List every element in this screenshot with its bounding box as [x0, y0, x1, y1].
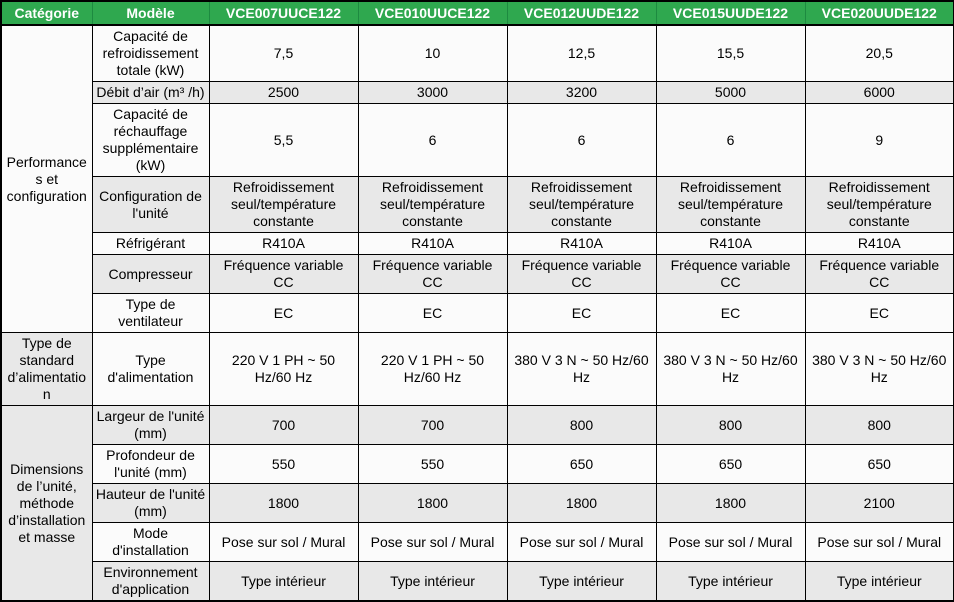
category-column-header: Catégorie — [1, 1, 92, 25]
value-cell: 20,5 — [805, 25, 954, 82]
row-label-cell: Mode d'installation — [92, 523, 209, 562]
value-cell: EC — [656, 294, 805, 333]
value-cell: 650 — [805, 445, 954, 484]
model-header-3: VCE015UUDE122 — [656, 1, 805, 25]
value-cell: Fréquence variable CC — [209, 255, 358, 294]
spec-row — [1, 484, 954, 523]
value-cell: 380 V 3 N ~ 50 Hz/60 Hz — [656, 333, 805, 406]
value-cell: Fréquence variable CC — [805, 255, 954, 294]
value-cell: Pose sur sol / Mural — [805, 523, 954, 562]
value-cell: Type intérieur — [656, 562, 805, 602]
value-cell: Pose sur sol / Mural — [358, 523, 507, 562]
value-cell: Type intérieur — [358, 562, 507, 602]
value-cell: 1800 — [209, 484, 358, 523]
value-cell: EC — [209, 294, 358, 333]
value-cell: 3000 — [358, 82, 507, 104]
value-cell: 650 — [656, 445, 805, 484]
value-cell: 800 — [805, 406, 954, 445]
spec-row — [1, 25, 954, 82]
spec-row — [1, 255, 954, 294]
value-cell: 6 — [507, 104, 656, 177]
value-cell: Pose sur sol / Mural — [507, 523, 656, 562]
value-cell: Refroidissement seul/température constante — [209, 177, 358, 233]
value-cell: 9 — [805, 104, 954, 177]
category-cell: Performances et configuration — [1, 25, 92, 333]
category-cell: Dimensions de l’unité, méthode d’installation et masse — [1, 406, 92, 602]
value-cell: EC — [805, 294, 954, 333]
category-cell: Type de standard d’alimentation — [1, 333, 92, 406]
model-header-2: VCE012UUDE122 — [507, 1, 656, 25]
value-cell: Pose sur sol / Mural — [209, 523, 358, 562]
value-cell: 5,5 — [209, 104, 358, 177]
header-row — [1, 1, 954, 25]
value-cell: 1800 — [507, 484, 656, 523]
value-cell: Fréquence variable CC — [507, 255, 656, 294]
value-cell: Refroidissement seul/température constante — [805, 177, 954, 233]
table-body — [1, 25, 954, 601]
spec-row — [1, 104, 954, 177]
spec-row — [1, 562, 954, 602]
value-cell: 1800 — [656, 484, 805, 523]
value-cell: Fréquence variable CC — [358, 255, 507, 294]
value-cell: 700 — [209, 406, 358, 445]
value-cell: 5000 — [656, 82, 805, 104]
value-cell: 380 V 3 N ~ 50 Hz/60 Hz — [805, 333, 954, 406]
spec-row — [1, 233, 954, 255]
value-cell: Type intérieur — [507, 562, 656, 602]
row-label-cell: Compresseur — [92, 255, 209, 294]
value-cell: 220 V 1 PH ~ 50 Hz/60 Hz — [358, 333, 507, 406]
value-cell: 380 V 3 N ~ 50 Hz/60 Hz — [507, 333, 656, 406]
value-cell: 800 — [656, 406, 805, 445]
row-label-cell: Réfrigérant — [92, 233, 209, 255]
spec-row — [1, 177, 954, 233]
value-cell: 2500 — [209, 82, 358, 104]
value-cell: R410A — [507, 233, 656, 255]
value-cell: Type intérieur — [209, 562, 358, 602]
value-cell: 650 — [507, 445, 656, 484]
value-cell: Fréquence variable CC — [656, 255, 805, 294]
row-label-cell: Type de ventilateur — [92, 294, 209, 333]
value-cell: R410A — [358, 233, 507, 255]
value-cell: Pose sur sol / Mural — [656, 523, 805, 562]
spec-row — [1, 406, 954, 445]
value-cell: 550 — [358, 445, 507, 484]
row-label-cell: Configuration de l'unité — [92, 177, 209, 233]
value-cell: Type intérieur — [805, 562, 954, 602]
value-cell: 1800 — [358, 484, 507, 523]
value-cell: R410A — [805, 233, 954, 255]
value-cell: 6000 — [805, 82, 954, 104]
value-cell: R410A — [209, 233, 358, 255]
row-label-cell: Type d'alimentation — [92, 333, 209, 406]
value-cell: 6 — [656, 104, 805, 177]
value-cell: 700 — [358, 406, 507, 445]
row-label-cell: Capacité de réchauffage supplémentaire (kW) — [92, 104, 209, 177]
model-header-1: VCE010UUCE122 — [358, 1, 507, 25]
value-cell: 2100 — [805, 484, 954, 523]
value-cell: 220 V 1 PH ~ 50 Hz/60 Hz — [209, 333, 358, 406]
row-label-cell: Profondeur de l'unité (mm) — [92, 445, 209, 484]
row-label-cell: Capacité de refroidissement totale (kW) — [92, 25, 209, 82]
spec-row — [1, 333, 954, 406]
value-cell: Refroidissement seul/température constante — [358, 177, 507, 233]
row-label-cell: Débit d’air (m³ /h) — [92, 82, 209, 104]
row-label-cell: Environnement d'application — [92, 562, 209, 602]
model-header-4: VCE020UUDE122 — [805, 1, 954, 25]
value-cell: 7,5 — [209, 25, 358, 82]
value-cell: 3200 — [507, 82, 656, 104]
spec-row — [1, 294, 954, 333]
value-cell: 15,5 — [656, 25, 805, 82]
value-cell: 6 — [358, 104, 507, 177]
value-cell: EC — [358, 294, 507, 333]
value-cell: 800 — [507, 406, 656, 445]
model-header-0: VCE007UUCE122 — [209, 1, 358, 25]
value-cell: R410A — [656, 233, 805, 255]
table-header — [1, 1, 954, 25]
spec-row — [1, 82, 954, 104]
model-column-header: Modèle — [92, 1, 209, 25]
value-cell: Refroidissement seul/température constante — [656, 177, 805, 233]
spec-row — [1, 523, 954, 562]
value-cell: 550 — [209, 445, 358, 484]
spec-row — [1, 445, 954, 484]
value-cell: 10 — [358, 25, 507, 82]
value-cell: Refroidissement seul/température constante — [507, 177, 656, 233]
value-cell: 12,5 — [507, 25, 656, 82]
row-label-cell: Largeur de l'unité (mm) — [92, 406, 209, 445]
row-label-cell: Hauteur de l'unité (mm) — [92, 484, 209, 523]
value-cell: EC — [507, 294, 656, 333]
